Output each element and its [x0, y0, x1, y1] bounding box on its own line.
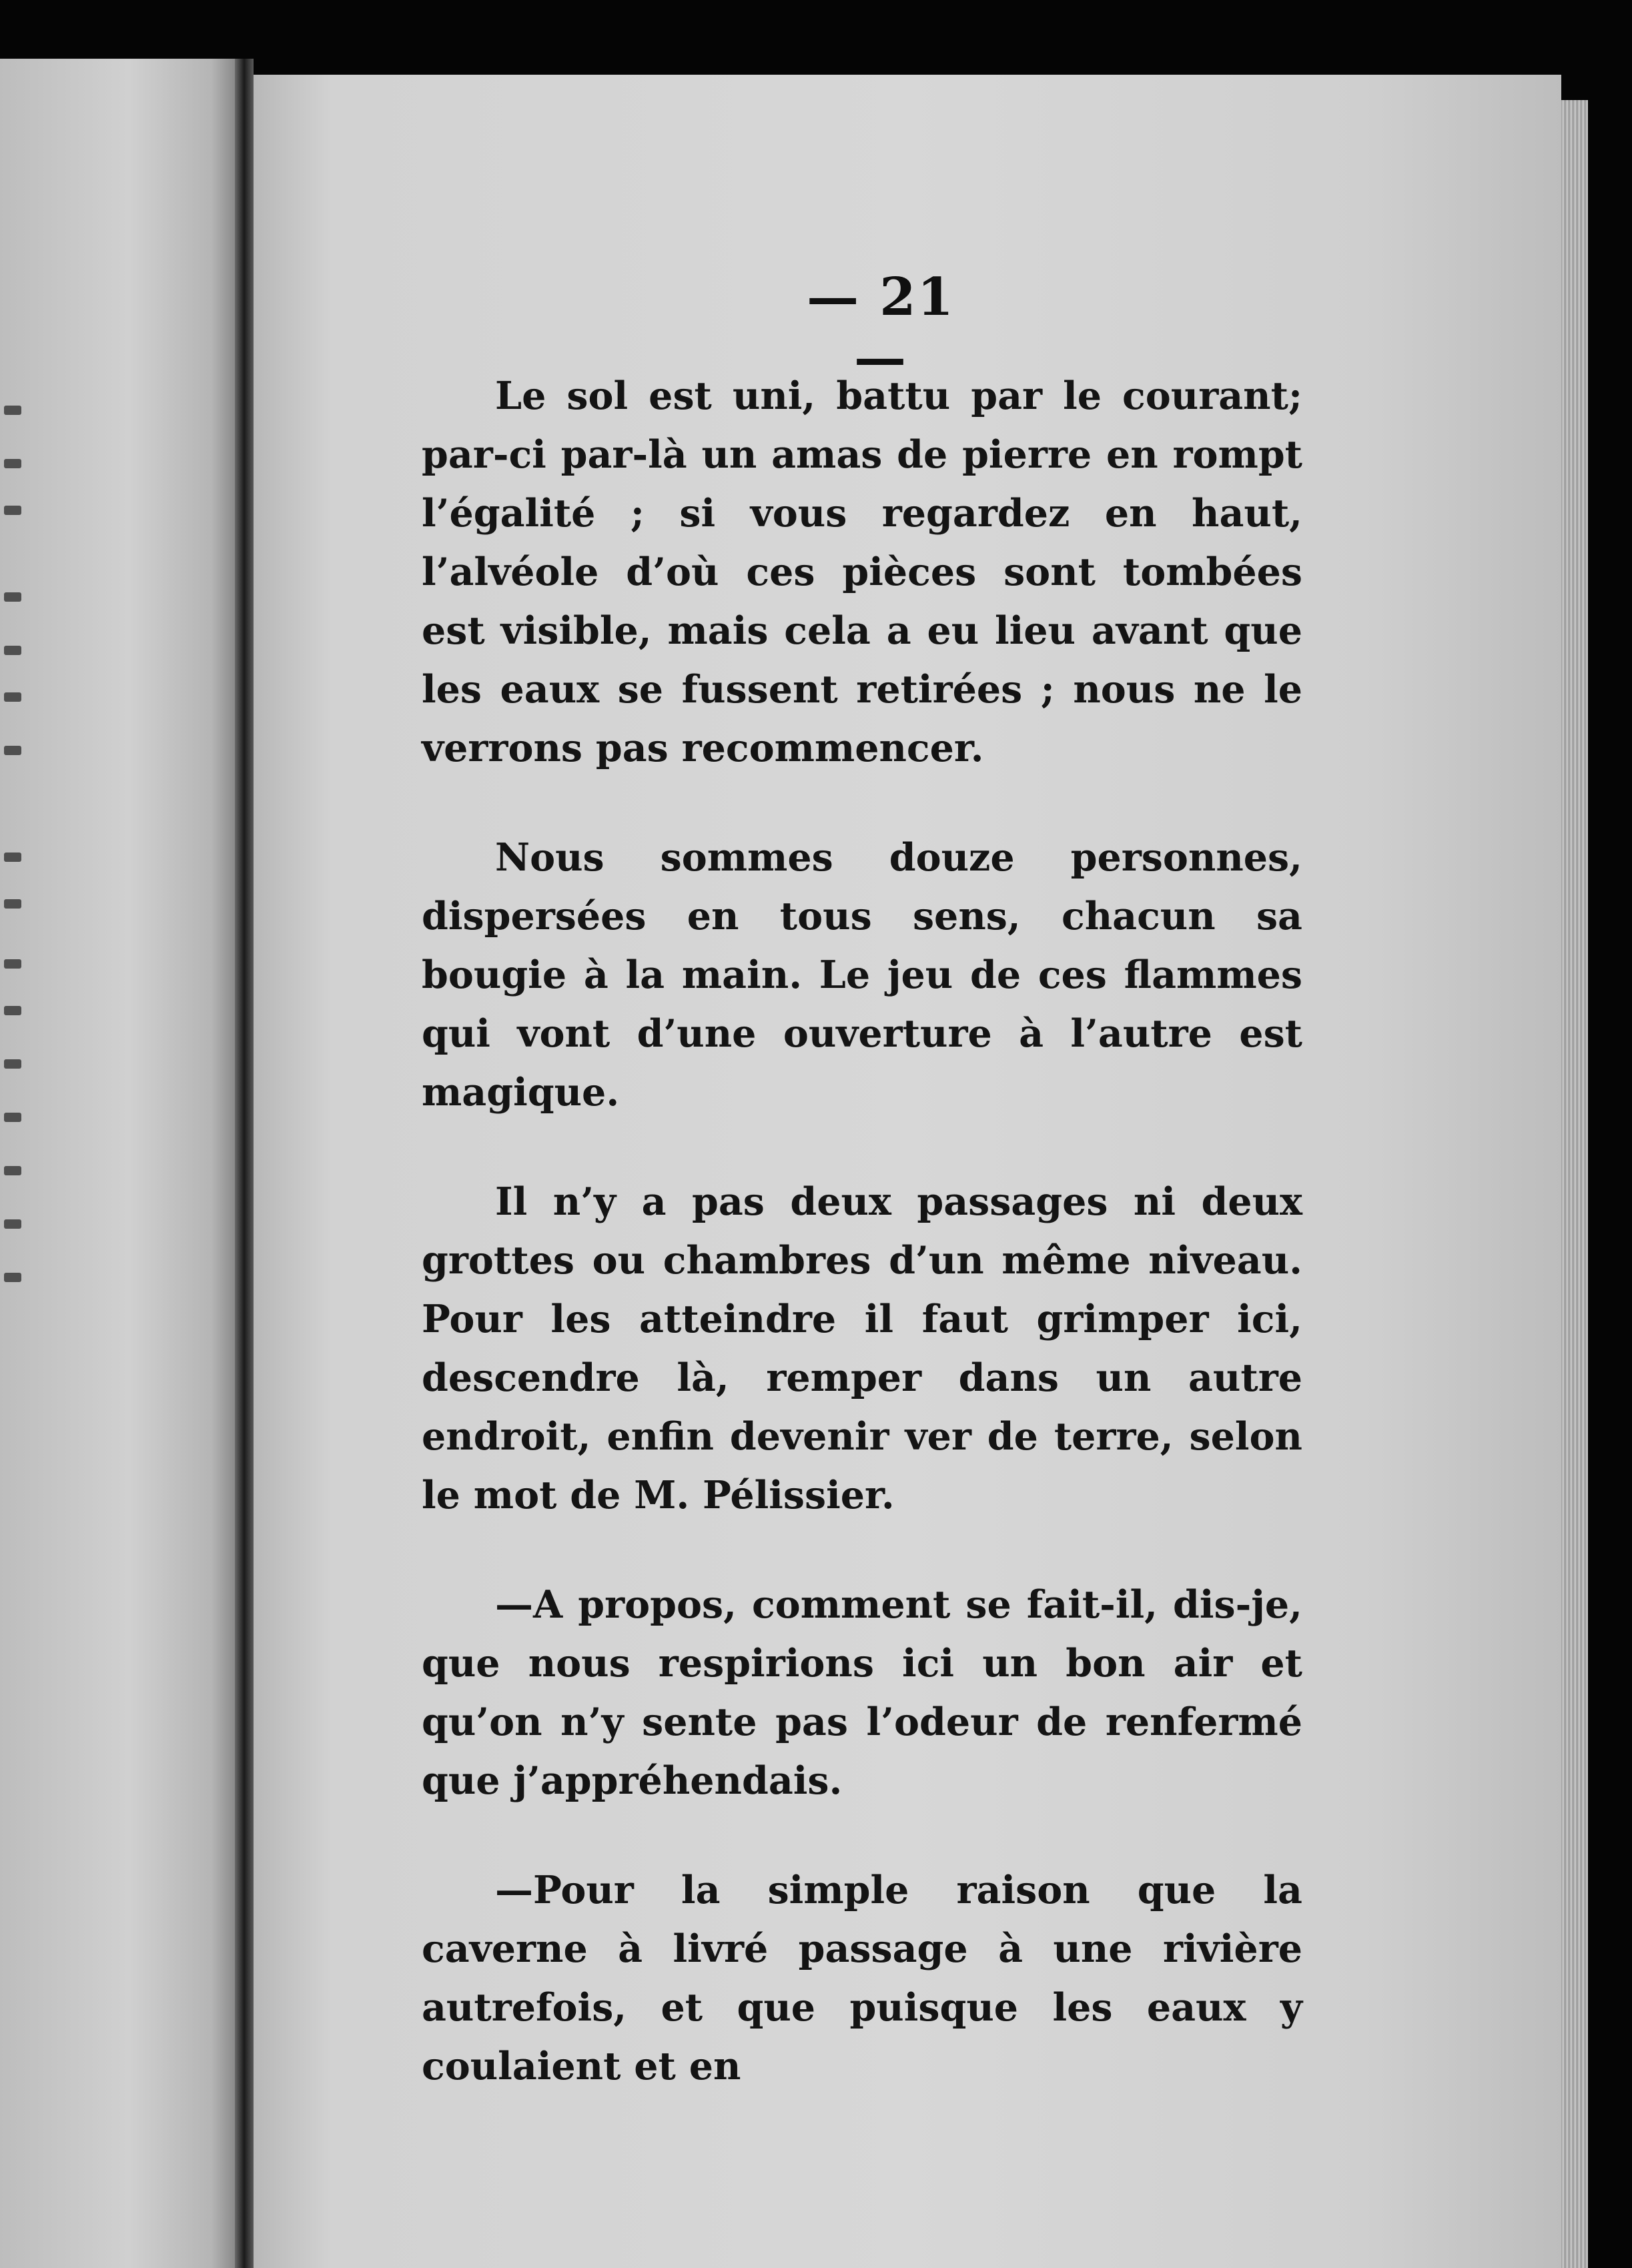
paragraph: Nous sommes douze personnes, dispersées en tous sens, chacun sa bougie à la main. Le jeu de ces flammes qui vont d’une ouverture à l’autre est magique.	[422, 835, 1302, 1115]
page-number: — 21 —	[807, 267, 955, 388]
book-gutter	[235, 59, 254, 2268]
ink-fragment	[4, 746, 21, 755]
body-text	[422, 367, 1302, 2147]
ink-fragment	[4, 506, 21, 515]
ink-fragment	[4, 1006, 21, 1015]
ink-fragment	[4, 692, 21, 702]
ink-fragment	[4, 959, 21, 969]
paragraph: —A propos, comment se fait-il, dis-je, que nous respirions ici un bon air et qu’on n’y sente pas l’odeur de renfermé que j’appréhendais.	[422, 1582, 1302, 1803]
ink-fragment	[4, 406, 21, 415]
ink-fragment	[4, 1219, 21, 1229]
paragraph: Le sol est uni, battu par le courant; par-ci par-là un amas de pierre en rompt l’égalité ; si vous regardez en haut, l’alvéole d’où ces pièces sont tombées est visible, mais cela a eu lieu avant que les eaux se fussent retirées ; nous ne le verrons pas recommencer.	[422, 374, 1302, 770]
ink-fragment	[4, 459, 21, 468]
ink-fragment	[4, 646, 21, 655]
ink-fragment	[4, 1273, 21, 1282]
paragraph: —Pour la simple raison que la caverne à livré passage à une rivière autrefois, et que puisque les eaux y coulaient et en	[422, 1868, 1302, 2089]
ink-fragment	[4, 853, 21, 862]
ink-fragment	[4, 899, 21, 909]
page-edges	[1561, 100, 1588, 2268]
left-facing-page	[0, 59, 235, 2268]
ink-fragment	[4, 1113, 21, 1122]
ink-fragment	[4, 592, 21, 602]
paragraph: Il n’y a pas deux passages ni deux grottes ou chambres d’un même niveau. Pour les atteindre il faut grimper ici, descendre là, remper dans un autre endroit, enfin devenir ver de terre, selon le mot de M. Pélissier.	[422, 1179, 1302, 1518]
ink-fragment	[4, 1166, 21, 1175]
ink-fragment	[4, 1059, 21, 1069]
